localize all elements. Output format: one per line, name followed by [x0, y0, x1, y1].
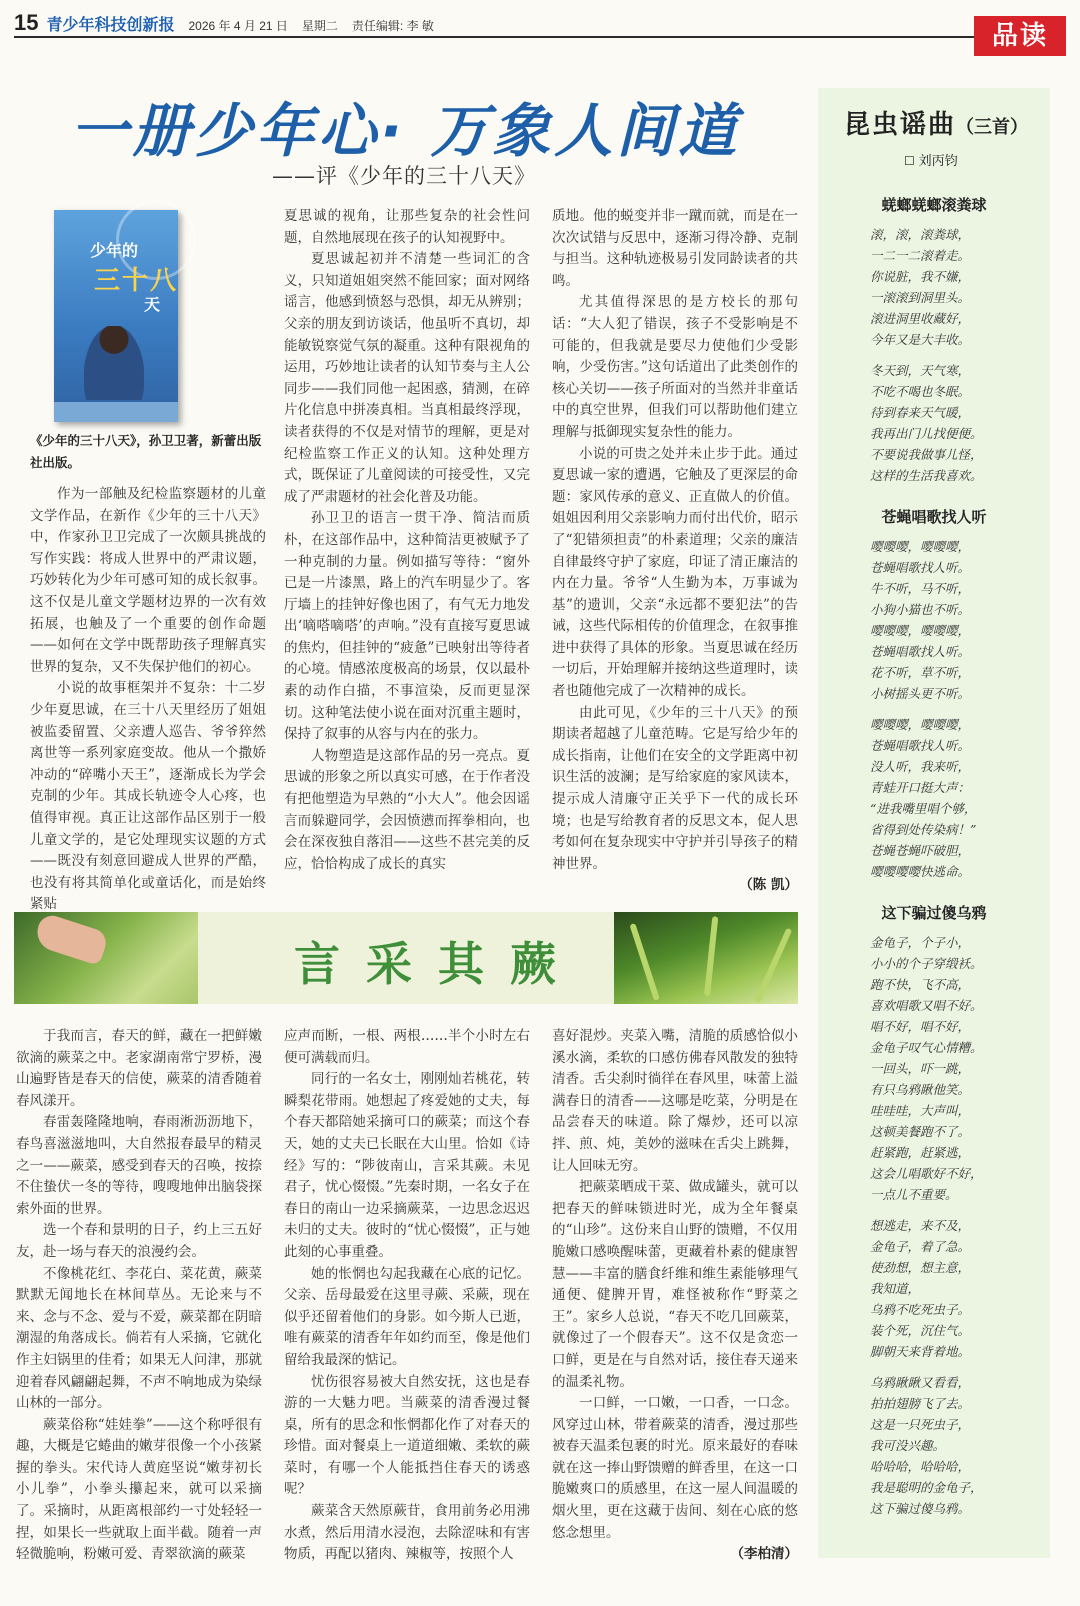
poem-line: 这顿美餐跑不了。: [870, 1124, 971, 1139]
cover-title-line1: 少年的: [90, 241, 139, 260]
poem-line: 乌鸦不吃死虫子。: [870, 1302, 971, 1317]
poem-stanza: [870, 536, 1040, 704]
poem-line: 牛不听，马不听，: [870, 581, 971, 596]
masthead: [14, 8, 1064, 38]
article1-byline: （陈 凯）: [739, 877, 798, 894]
poem-line: 苍蝇苍蝇吓破胆，: [870, 843, 971, 858]
fern-frond-photo: [614, 912, 798, 1004]
boy-illustration: [84, 326, 144, 400]
poem-stanza: [870, 360, 1040, 486]
poem-line: “进我嘴里唱个够，: [870, 801, 977, 816]
paragraph: 作为一部触及纪检监察题材的儿童文学作品，在新作《少年的三十八天》中，作家孙卫卫完成了一次颇具挑战的写作实践：将成人世界中的严肃议题，巧妙转化为少年可感可知的成长叙事。这不仅是儿童文学题材边界的一次有效拓展，也触及了一个重要的创作命题——如何在文学中既帮助孩子理解真实世界的复杂，又不失保护他们的初心。: [30, 486, 266, 675]
poem-line: 小小的个子穿缎袄。: [870, 956, 983, 971]
sidebar-title-main: 昆虫谣曲: [844, 110, 957, 140]
paragraph: 小说的可贵之处并未止步于此。通过夏思诚一家的遭遇，它触及了更深层的命题：家风传承的意义、正直做人的价值。姐姐因利用父亲影响力而付出代价，昭示了“犯错须担责”的朴素道理；父亲的廉洁自律最终守护了家庭，印证了清正廉洁的内在力量。爷爷“人生勤为本，万事诚为基”的遗训，父亲“永远都不要犯法”的告诫，这些代际相传的价值理念，在叙事推进中获得了具体的形象。当夏思诚在经历一切后，开始理解并接纳这些道理时，读者也随他完成了一次精神的成长。: [552, 445, 798, 700]
paragraph: 喜好混炒。夹菜入嘴，清脆的质感恰似小溪水滴，柔软的口感仿佛春风散发的独特清香。舌尖刹时徜徉在春风里，味蕾上溢满春日的清香——这哪是吃菜，分明是在品尝春天的味道。除了爆炒，还可以凉拌、煎、炖，美妙的滋味在舌尖上跳舞，让人回味无穷。: [552, 1028, 798, 1174]
poem-line: 滚进洞里收藏好，: [870, 311, 971, 326]
poem-line: 这会儿唱歌好不好，: [870, 1166, 983, 1181]
poem-author: ☐ 刘丙钧: [904, 150, 958, 169]
paper-name: 青少年科技创新报: [46, 17, 175, 34]
poem-line: 这是一只死虫子，: [870, 1417, 971, 1432]
poem-line: 一回头，吓一跳，: [870, 1061, 971, 1076]
poem-line: 小狗小猫也不听。: [870, 602, 971, 617]
poem-stanza: [870, 714, 1040, 882]
poem-line: 苍蝇唱歌找人听。: [870, 738, 971, 753]
paragraph: 应声而断，一根、两根……半个小时左右便可满载而归。: [284, 1028, 530, 1066]
poem-line: 苍蝇唱歌找人听。: [870, 560, 971, 575]
poem-line: 使劲想，想主意，: [870, 1260, 971, 1275]
paragraph: 把蕨菜晒成干菜、做成罐头，就可以把春天的鲜味锁进时光，成为全年餐桌的“山珍”。这份来自山野的馈赠，不仅用脆嫩口感唤醒味蕾，更藏着朴素的健康智慧——丰富的膳食纤维和维生素能够理气通便、健脾开胃，难怪被称作“野菜之王”。家乡人总说，“春天不吃几回蕨菜，就像过了一个假春天”。这不仅是贪恋一口鲜，更是在与自然对话，接住春天递来的温柔礼物。: [552, 1179, 798, 1390]
poem-stanza: [870, 1215, 1040, 1362]
poem-line: 苍蝇唱歌找人听。: [870, 644, 971, 659]
poem-line: 省得到处传染病！”: [870, 822, 977, 837]
poem-body: [870, 536, 1040, 892]
paragraph: 选一个春和景明的日子，约上三五好友，赴一场与春天的浪漫约会。: [16, 1222, 262, 1260]
page-number: 15: [14, 10, 39, 35]
poem-line: 小树摇头更不听。: [870, 686, 971, 701]
poem-line: 不要说我做事儿怪，: [870, 447, 983, 462]
poem-stanza: [870, 932, 1040, 1205]
poem-line: 今年又是大丰收。: [870, 332, 971, 347]
paragraph: 不像桃花红、李花白、菜花黄，蕨菜默默无闻地长在林间草丛。无论来与不来、念与不念、爱与不爱，蕨菜都在阴暗潮湿的角落成长。倘若有人采摘，它就化作主妇锅里的佳肴；如果无人问津，那就迎着春风翩翩起舞，不声不响地成为染绿山林的一部分。: [16, 1265, 262, 1412]
poem-line: 脚朝天来背着地。: [870, 1344, 971, 1359]
cover-caption: 《少年的三十八天》，孙卫卫著，新蕾出版社出版。: [30, 433, 262, 470]
poem-line: 想逃走，来不及，: [870, 1218, 971, 1233]
article-subhead: ——评《少年的三十八天》: [272, 164, 536, 188]
poem-line: 嘤嘤嘤嘤快逃命。: [870, 864, 971, 879]
article2-title: 言采其蕨: [294, 937, 582, 991]
issue-date: 2026 年 4 月 21 日: [188, 19, 288, 33]
poem-line: 没人听，我来听，: [870, 759, 971, 774]
poem-line: 一二一二滚着走。: [870, 248, 971, 263]
poem-line: 一滚滚到洞里头。: [870, 290, 971, 305]
paragraph: 春雷轰隆隆地响，春雨淅沥沥地下，春鸟喜滋滋地叫，大自然报春最早的精灵之一——蕨菜，感受到春天的召唤，按捺不住蛰伏一冬的等待，嗖嗖地伸出脑袋探索外面的世界。: [16, 1114, 262, 1217]
poem-line: 花不听，草不听，: [870, 665, 971, 680]
poem-line: 我知道，: [870, 1281, 921, 1296]
paragraph: 夏思诚的视角，让那些复杂的社会性问题，自然地展现在孩子的认知视野中。: [284, 208, 530, 246]
sidebar-title-suffix: （三首）: [956, 117, 1029, 138]
poem-line: 金龟子，个子小，: [870, 935, 971, 950]
poem-line: 哈哈哈，哈哈哈，: [870, 1459, 971, 1474]
paragraph: 尤其值得深思的是方校长的那句话：“大人犯了错误，孩子不受影响是不可能的，但我就是要尽力使他们少受影响，少受伤害。”这句话道出了此类创作的核心关切——孩子所面对的当然并非童话中的真空世界，但我们可以帮助他们建立理解与抵御现实复杂性的能力。: [552, 294, 798, 440]
paragraph: 质地。他的蜕变并非一蹴而就，而是在一次次试错与反思中，逐渐习得冷静、克制与担当。这种轨迹极易引发同龄读者的共鸣。: [552, 208, 798, 289]
poem-line: 嘤嘤嘤，嘤嘤嘤，: [870, 539, 971, 554]
poem-line: 一点儿不重要。: [870, 1187, 958, 1202]
poem-line: 这样的生活我喜欢。: [870, 468, 983, 483]
poem-line: 滚，滚，滚粪球，: [870, 227, 971, 242]
cover-title-line3: 天: [144, 295, 161, 314]
frond-graphic: [704, 916, 718, 996]
book-cover-image: [54, 210, 178, 422]
poem-line: 我再出门儿找便便。: [870, 426, 983, 441]
poem-line: 金龟子叹气心情糟。: [870, 1040, 983, 1055]
article1-column-3: [552, 206, 798, 894]
paragraph: 同行的一名女士，刚刚灿若桃花，转瞬梨花带雨。她想起了疼爱她的丈夫，每个春天都陪她采摘可口的蕨菜；而这个春天，她的丈夫已长眠在大山里。恰如《诗经》写的：“陟彼南山，言采其蕨。未见君子，忧心惙惙。”先秦时期，一名女子在春日的南山一边采摘蕨菜，一边思念迟迟未归的丈夫。彼时的“忧心惙惙”，正与她此刻的心事重叠。: [284, 1071, 530, 1260]
poem-line: 跑不快，飞不高，: [870, 977, 971, 992]
poem-stanza: [870, 224, 1040, 350]
article2-column-1: [16, 1026, 262, 1563]
poem-line: 嘤嘤嘤，嘤嘤嘤，: [870, 623, 971, 638]
paragraph: 由此可见，《少年的三十八天》的预期读者超越了儿童范畴。它是写给少年的成长指南，让他们在安全的文学距离中初识生活的波澜；是写给家庭的家风读本，提示成人清廉守正关乎下一代的成长环境；也是写给教育者的反思文本，促人思考如何在复杂现实中守护并引导孩子的精神世界。: [552, 704, 798, 872]
paragraph: 小说的故事框架并不复杂：十二岁少年夏思诚，在三十八天里经历了姐姐被监委留置、父亲遭人巡告、爷爷猝然离世等一系列家庭变故。他从一个撒娇冲动的“碎嘴小天王”，逐渐成长为学会克制的少年。其成长轨迹令人心疼，也值得审视。真正让这部作品区别于一般儿童文学的，是它处理现实议题的方式——既没有刻意回避成人世界的严酷，也没有将其简单化或童话化，而是始终紧贴: [30, 680, 266, 913]
poem-title: 苍蝇唱歌找人听: [881, 508, 987, 526]
poem-line: 待到春来天气暖，: [870, 405, 971, 420]
poem-line: 金龟子，着了急。: [870, 1239, 971, 1254]
poem-line: 青蛙开口挺大声：: [870, 780, 971, 795]
paragraph: 于我而言，春天的鲜，藏在一把鲜嫩欲滴的蕨菜之中。老家湖南常宁罗桥，漫山遍野皆是春天的信使，蕨菜的清香随着春风漾开。: [16, 1028, 262, 1109]
poem-line: 装个死，沉住气。: [870, 1323, 971, 1338]
masthead-info: [14, 10, 434, 36]
article2-column-2: [284, 1026, 530, 1563]
article1-column-1: [30, 484, 266, 913]
poem-line: 嘤嘤嘤，嘤嘤嘤，: [870, 717, 971, 732]
fern-hand-photo: [14, 912, 198, 1004]
paragraph: 人物塑造是这部作品的另一亮点。夏思诚的形象之所以真实可感，在于作者没有把他塑造为早熟的“小大人”。他会因谣言而躲避同学，会因愤懑而挥拳相向，也会在深夜独自落泪——这些不甚完美的反应，恰恰构成了成长的真实: [284, 747, 530, 872]
article-headline: 一册少年心· 万象人间道: [70, 97, 741, 165]
poem-body: [870, 932, 1040, 1529]
poem-line: 赶紧跑，赶紧逃，: [870, 1145, 971, 1160]
poem-line: 乌鸦瞅瞅又看看，: [870, 1375, 971, 1390]
article2-column-3: [552, 1026, 798, 1563]
poem-title: 这下骗过傻乌鸦: [881, 904, 987, 922]
editor-credit: 责任编辑: 李 敏: [351, 19, 434, 33]
issue-weekday: 星期二: [301, 19, 338, 33]
paragraph: 孙卫卫的语言一贯干净、简洁而质朴，在这部作品中，这种简洁更被赋予了一种克制的力量。例如描写等待：“窗外已是一片漆黑，路上的汽车明显少了。客厅墙上的挂钟好像也困了，有气无力地发出‘嘀嗒嘀嗒’的声响。”没有直接写夏思诚的焦灼，但挂钟的“疲惫”已映射出等待者的心境。情感浓度极高的场景，仅以最朴素的动作白描，不事渲染，反而更显深切。这种笔法使小说在面对沉重主题时，保持了叙事的从容与内在的张力。: [284, 510, 530, 743]
poem-line: 哇哇哇，大声叫，: [870, 1103, 971, 1118]
poem-line: 拍拍翅膀飞了去。: [870, 1396, 971, 1411]
paragraph: 蕨菜俗称“娃娃拳”——这个称呼很有趣，大概是它蜷曲的嫩芽很像一个小孩紧握的拳头。宋代诗人黄庭坚说“嫩芽初长小儿拳”，小拳头攥起来，就可以采摘了。采摘时，从距离根部约一寸处轻轻一捏，如果长一些就取上面半截。随着一声轻微脆响，粉嫩可爱、青翠欲滴的蕨菜: [16, 1416, 262, 1563]
poem-line: 我是聪明的金龟子，: [870, 1480, 983, 1495]
poem-line: 冬天到，天气寒，: [870, 363, 971, 378]
frond-graphic: [629, 923, 659, 1001]
cover-title-line2: 三十八: [94, 266, 179, 296]
poem-body: [870, 224, 1040, 496]
poem-title: 蜣螂蜣螂滚粪球: [881, 196, 987, 214]
poem-stanza: [870, 1372, 1040, 1519]
frond-graphic: [754, 928, 792, 1004]
poem-line: 唱不好，唱不好，: [870, 1019, 971, 1034]
desk-graphic: [54, 402, 178, 422]
paragraph: 一口鲜，一口嫩，一口香，一口念。风穿过山林，带着蕨菜的清香，漫过那些被春天温柔包裹的时光。原来最好的春味就在这一捧山野馈赠的鲜香里，在这一口脆嫩爽口的质感里，在这一屋人间温暖的烟火里，更在这藏于齿间、刻在心底的悠悠念想里。: [552, 1395, 798, 1541]
paragraph: 忧伤很容易被大自然安抚，这也是春游的一大魅力吧。当蕨菜的清香漫过餐桌，所有的思念和怅惘都化作了对春天的珍惜。面对餐桌上一道道细嫩、柔软的蕨菜时，有哪一个人能抵挡住春天的诱惑呢？: [284, 1373, 530, 1498]
paragraph: 夏思诚起初并不清楚一些词汇的含义，只知道姐姐突然不能回家；面对网络谣言，他感到愤怒与恐惧，却无从辨别；父亲的朋友到访谈话，他虽听不真切，却能敏锐察觉气氛的凝重。这种有限视角的运用，巧妙地让读者的认知节奏与主人公同步——我们同他一起困惑，猜测，在碎片化信息中拼凑真相。当真相最终浮现，读者获得的不仅是对情节的理解，更是对纪检监察工作正义的认知。这种处理方式，既保证了儿童阅读的可接受性，又完成了严肃题材的社会化普及功能。: [284, 251, 530, 505]
poem-line: 不吃不喝也冬眠。: [870, 384, 971, 399]
sidebar-title: [844, 104, 1028, 141]
poem-line: 我可没兴趣。: [870, 1438, 946, 1453]
article1-column-2: [284, 206, 530, 884]
hand-graphic: [32, 912, 109, 966]
article2-byline: （李柏清）: [730, 1546, 798, 1563]
poem-line: 有只乌鸦瞅他笑。: [870, 1082, 971, 1097]
poem-line: 这下骗过傻乌鸦。: [870, 1501, 971, 1516]
poem-line: 你说脏，我不嫌，: [870, 269, 971, 284]
paragraph: 蕨菜含天然原蕨苷，食用前务必用沸水煮，然后用清水浸泡，去除涩味和有害物质，再配以猪肉、辣椒等，按照个人: [284, 1503, 530, 1563]
article2-banner: [14, 912, 798, 1004]
paragraph: 她的怅惘也勾起我藏在心底的记忆。父亲、岳母最爱在这里寻蕨、采蕨，现在似乎还留着他们的身影。如今斯人已逝，唯有蕨菜的清香年年如约而至，像是他们留给我最深的惦记。: [284, 1265, 530, 1368]
section-tag: 品读: [974, 16, 1066, 56]
poem-line: 喜欢唱歌又唱不好。: [870, 998, 983, 1013]
poetry-sidebar: [818, 88, 1050, 1558]
